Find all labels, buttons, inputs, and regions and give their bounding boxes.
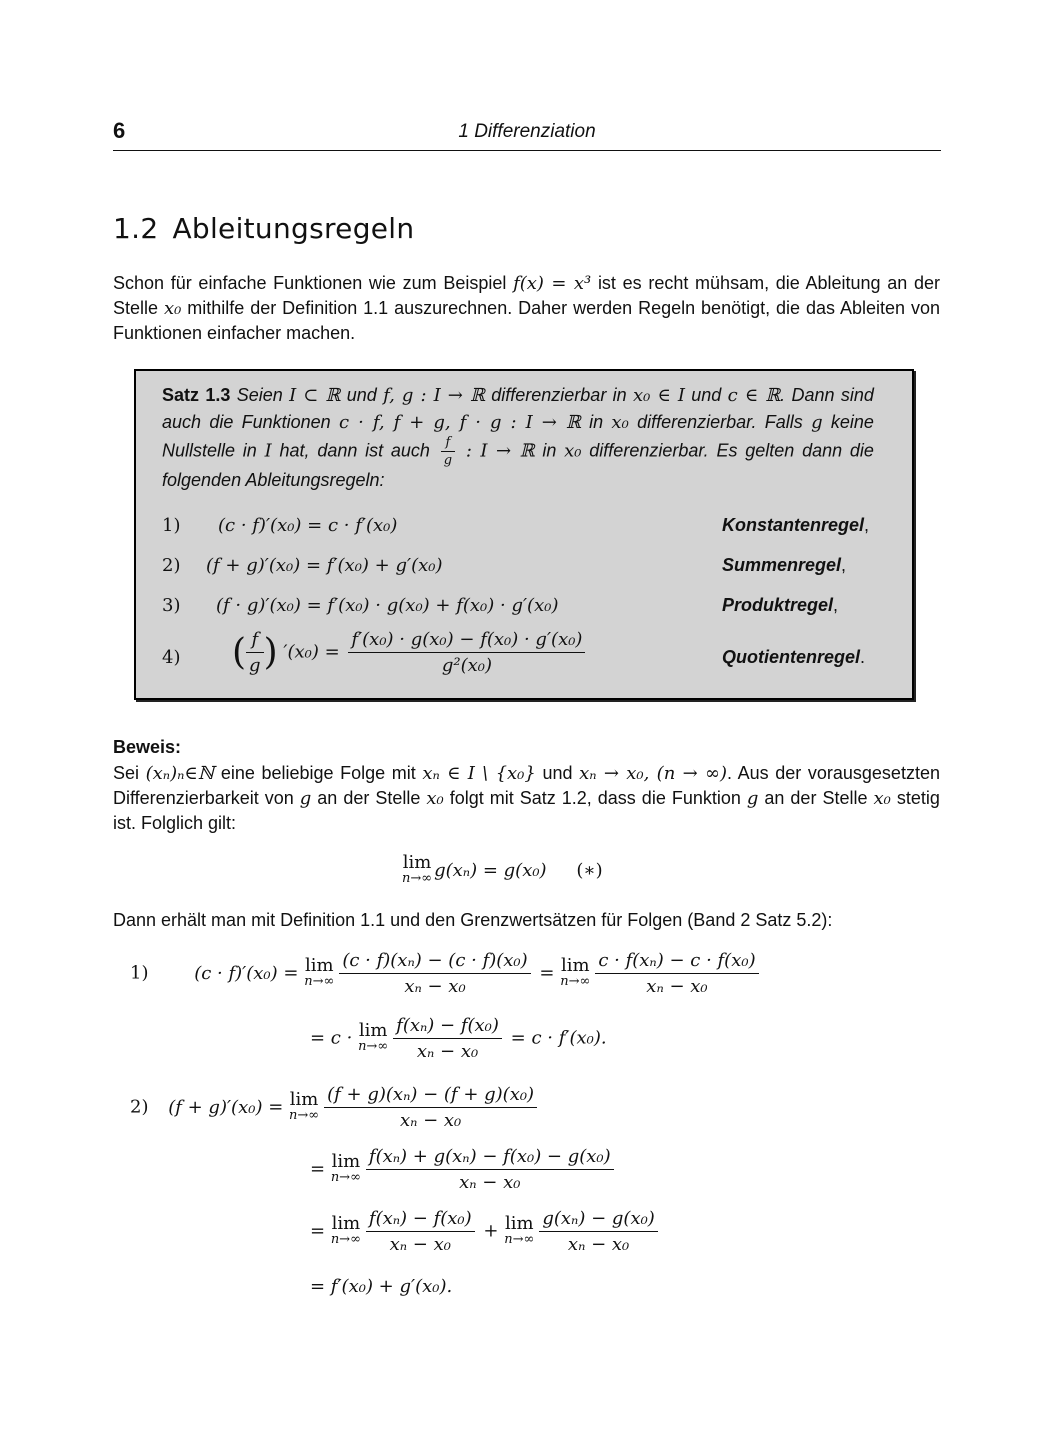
fraction-denominator: g xyxy=(443,453,453,468)
theorem-math: x₀ xyxy=(611,412,629,433)
theorem-math: I xyxy=(264,440,272,462)
limit-operator xyxy=(358,1019,389,1055)
theorem-math: : I → ℝ xyxy=(465,440,535,462)
proof-text: an der Stelle xyxy=(317,788,421,808)
page-number: 6 xyxy=(113,118,126,143)
theorem-text: und xyxy=(691,385,722,405)
proof-math: g xyxy=(299,788,312,809)
derivation-lhs: (c · f)′(x₀) xyxy=(194,962,278,984)
proof-text: . Aus der vorausgesetzten Differenzierbarkeit von xyxy=(113,763,940,808)
fraction-f-over-g xyxy=(441,436,455,467)
fraction xyxy=(393,1015,502,1062)
limit-text: lim xyxy=(505,1212,534,1234)
theorem-text: differenzierbar. Es gelten dann die folgenden Ableitungsregeln: xyxy=(162,440,874,490)
rule-number: 2) xyxy=(162,555,181,576)
rule-row xyxy=(162,591,892,625)
limit-subscript: n→∞ xyxy=(560,973,591,989)
fraction-numerator: f(xₙ) + g(xₙ) − f(x₀) − g(x₀) xyxy=(366,1146,614,1170)
limit-operator xyxy=(330,1150,361,1186)
proof-math: g xyxy=(746,788,759,809)
limit-text: lim xyxy=(289,1088,319,1110)
theorem-text: und xyxy=(346,385,377,405)
theorem-text: in xyxy=(589,412,604,432)
intro-text: ist es recht mühsam, die Ableitung an der Stelle xyxy=(113,273,940,318)
theorem-math: c ∈ ℝ xyxy=(727,385,781,406)
fraction-numerator: f xyxy=(441,436,455,452)
derivation-constant-rule: 1) (c · f)′(x₀) = lim n→∞ $\frac{\text{(c · f)(xₙ) − (c · f)(x₀)}}{\text{xₙ − x₀}}$ = lim n→∞ $\frac{\text{c · f(xₙ) − c · f(x₀)}}{\text{xₙ − x₀}}$ xyxy=(130,950,762,997)
fraction xyxy=(539,1208,657,1255)
fraction xyxy=(348,629,585,676)
intro-text: mithilfe der Definition 1.1 auszurechnen. Daher werden Regeln benötigt, die das Ableiten von Funktionen einfacher machen. xyxy=(113,298,940,343)
fraction-denominator: g²(x₀) xyxy=(441,655,492,676)
section-number: 1.2 xyxy=(113,212,159,245)
proof-label: Beweis: xyxy=(113,737,182,757)
theorem-text: differenzierbar in xyxy=(491,385,627,405)
limit-text: lim xyxy=(331,1212,361,1234)
derivation-line: = lim n→∞ $\frac{\text{f(xₙ) − f(x₀)}}{\text{xₙ − x₀}}$ + lim n→∞ $\frac{\text{g(xₙ) − g(x₀)}}{\text{xₙ − x₀}}$ xyxy=(310,1208,661,1255)
theorem-math: x₀ ∈ I xyxy=(633,385,685,406)
rule-number: 1) xyxy=(162,515,181,536)
proof-math: xₙ → x₀, (n → ∞) xyxy=(579,763,728,784)
fraction xyxy=(366,1146,614,1193)
fraction-denominator: xₙ − x₀ xyxy=(416,1041,479,1062)
fraction-denominator: g xyxy=(249,655,261,676)
fraction xyxy=(366,1208,475,1255)
fraction-numerator: f(xₙ) − f(x₀) xyxy=(366,1208,475,1232)
derivation-number: 2) xyxy=(130,1096,149,1118)
running-header xyxy=(113,118,941,151)
fraction-numerator: f′(x₀) · g(x₀) − f(x₀) · g′(x₀) xyxy=(348,629,585,653)
limit-subscript: n→∞ xyxy=(358,1038,389,1054)
limit-text: lim xyxy=(304,954,334,976)
rule-row xyxy=(162,511,892,545)
theorem-box xyxy=(134,369,914,700)
equation-body: g(xₙ) = g(x₀) xyxy=(434,860,547,881)
theorem-text: hat, dann ist auch xyxy=(279,440,430,461)
limit-text: lim xyxy=(402,852,432,873)
limit-operator xyxy=(289,1088,320,1124)
theorem-statement xyxy=(162,382,874,494)
section-title: Ableitungsregeln xyxy=(172,212,415,245)
rule-row xyxy=(162,629,892,689)
rule-name-text: Quotientenregel xyxy=(722,647,861,667)
limit-subscript: n→∞ xyxy=(289,1107,320,1123)
theorem-label: Satz 1.3 xyxy=(162,385,231,405)
rule-punct: , xyxy=(833,595,839,615)
limit-operator xyxy=(560,954,591,990)
fraction-denominator: xₙ − x₀ xyxy=(567,1234,630,1255)
theorem-math: I ⊂ ℝ xyxy=(289,385,341,406)
proof-text: an der Stelle xyxy=(764,788,868,808)
rule-name-text: Produktregel xyxy=(722,595,834,615)
limit-text: lim xyxy=(560,954,590,976)
derivation-number: 1) xyxy=(130,962,149,984)
proof-text: eine beliebige Folge mit xyxy=(220,763,416,783)
theorem-text: keine Nullstelle in xyxy=(162,412,874,461)
limit-subscript: n→∞ xyxy=(504,1231,535,1247)
theorem-text: Seien xyxy=(236,385,283,405)
equation-part: = c · xyxy=(310,1027,353,1049)
derivation-line: = lim n→∞ $\frac{\text{f(xₙ) + g(xₙ) − f(x₀) − g(x₀)}}{\text{xₙ − x₀}}$ xyxy=(310,1146,617,1193)
theorem-text: . Dann sind auch die Funktionen xyxy=(162,385,874,432)
limit-operator xyxy=(330,1212,361,1248)
fraction-numerator: g(xₙ) − g(x₀) xyxy=(539,1208,657,1232)
limit-subscript: n→∞ xyxy=(402,871,433,886)
fraction-numerator: (c · f)(xₙ) − (c · f)(x₀) xyxy=(339,950,530,974)
rule-row xyxy=(162,551,892,585)
rule-formula: (f + g)′(x₀) = f′(x₀) + g′(x₀) xyxy=(206,555,443,576)
limit-subscript: n→∞ xyxy=(330,1169,361,1185)
limit-subscript: n→∞ xyxy=(304,973,335,989)
intro-text: Schon für einfache Funktionen wie zum Beispiel xyxy=(113,273,507,293)
equation-tag: (∗) xyxy=(576,860,603,881)
fraction-denominator: xₙ − x₀ xyxy=(389,1234,451,1255)
proof-math: (xₙ)ₙ∈ℕ xyxy=(145,763,215,784)
limit-text: lim xyxy=(331,1150,361,1172)
fraction-denominator: xₙ − x₀ xyxy=(459,1172,521,1193)
rule-name xyxy=(722,595,838,616)
theorem-math: c · f, f + g, f · g : I → ℝ xyxy=(339,412,581,433)
section-heading xyxy=(113,212,414,245)
intro-math: x₀ xyxy=(163,298,182,319)
fraction-numerator: c · f(xₙ) − c · f(x₀) xyxy=(595,950,758,974)
continuity-equation xyxy=(402,852,603,887)
proof-paragraph-2: Dann erhält man mit Definition 1.1 und den Grenzwertsätzen für Folgen (Band 2 Satz 5.2): xyxy=(113,910,833,930)
rule-name xyxy=(722,647,865,668)
fraction-denominator: xₙ − x₀ xyxy=(646,976,708,997)
theorem-text: differenzierbar. Falls xyxy=(637,412,803,432)
rule-formula: (c · f)′(x₀) = c · f′(x₀) xyxy=(218,515,398,536)
fraction-numerator: f(xₙ) − f(x₀) xyxy=(393,1015,502,1039)
limit-subscript: n→∞ xyxy=(330,1231,361,1247)
rule-name-text: Summenregel xyxy=(722,555,842,575)
fraction xyxy=(324,1084,537,1131)
proof-math: xₙ ∈ I \ {x₀} xyxy=(422,763,536,784)
theorem-math: f, g : I → ℝ xyxy=(383,385,485,406)
fraction xyxy=(595,950,758,997)
right-paren: ) xyxy=(263,632,278,673)
rule-number: 3) xyxy=(162,595,181,616)
proof-math: x₀ xyxy=(426,788,444,809)
derivation-sum-rule: 2) (f + g)′(x₀) = lim n→∞ $\frac{\text{(f + g)(xₙ) − (f + g)(x₀)}}{\text{xₙ − x₀}}$ xyxy=(130,1084,540,1131)
rule-name xyxy=(722,515,869,536)
rule-punct: . xyxy=(860,647,866,667)
proof-paragraph xyxy=(113,761,940,836)
theorem-math: x₀ xyxy=(564,440,582,462)
left-paren: ( xyxy=(232,632,247,673)
theorem-text: in xyxy=(542,440,557,461)
proof-text: folgt mit Satz 1.2, dass die Funktion xyxy=(449,788,741,808)
limit-operator xyxy=(304,954,335,990)
derivation-line xyxy=(310,1015,607,1062)
rule-formula xyxy=(232,629,588,676)
derivation-line: = f′(x₀) + g′(x₀). xyxy=(310,1276,453,1297)
fraction xyxy=(339,950,530,997)
fraction-denominator: xₙ − x₀ xyxy=(399,1110,462,1131)
limit-operator xyxy=(504,1212,535,1248)
fraction-denominator: xₙ − x₀ xyxy=(404,976,466,997)
intro-paragraph xyxy=(113,271,940,346)
chapter-title: 1 Differenziation xyxy=(458,121,596,142)
proof-math: x₀ xyxy=(873,788,891,809)
rule-name-text: Konstantenregel xyxy=(722,515,865,535)
rule-name xyxy=(722,555,846,576)
rule-punct: , xyxy=(864,515,870,535)
rule-number: 4) xyxy=(162,647,181,668)
equation-part: = c · f′(x₀). xyxy=(510,1027,607,1049)
limit-text: lim xyxy=(358,1019,388,1041)
fraction xyxy=(246,629,264,676)
intro-formula: f(x) = x³ xyxy=(513,273,592,294)
rule-formula-lhs: ′(x₀) = xyxy=(283,641,340,663)
rule-formula: (f · g)′(x₀) = f′(x₀) · g(x₀) + f(x₀) · g′(x₀) xyxy=(216,595,559,616)
proof-text: stetig ist. Folglich gilt: xyxy=(113,788,940,833)
fraction-numerator: (f + g)(xₙ) − (f + g)(x₀) xyxy=(324,1084,537,1108)
limit-operator xyxy=(402,852,433,887)
rule-punct: , xyxy=(841,555,847,575)
proof-text: und xyxy=(542,763,573,783)
derivation-lhs: (f + g)′(x₀) xyxy=(168,1096,263,1118)
theorem-math: g xyxy=(811,412,823,433)
fraction-numerator: f xyxy=(246,629,264,653)
proof-text: Sei xyxy=(113,763,140,783)
